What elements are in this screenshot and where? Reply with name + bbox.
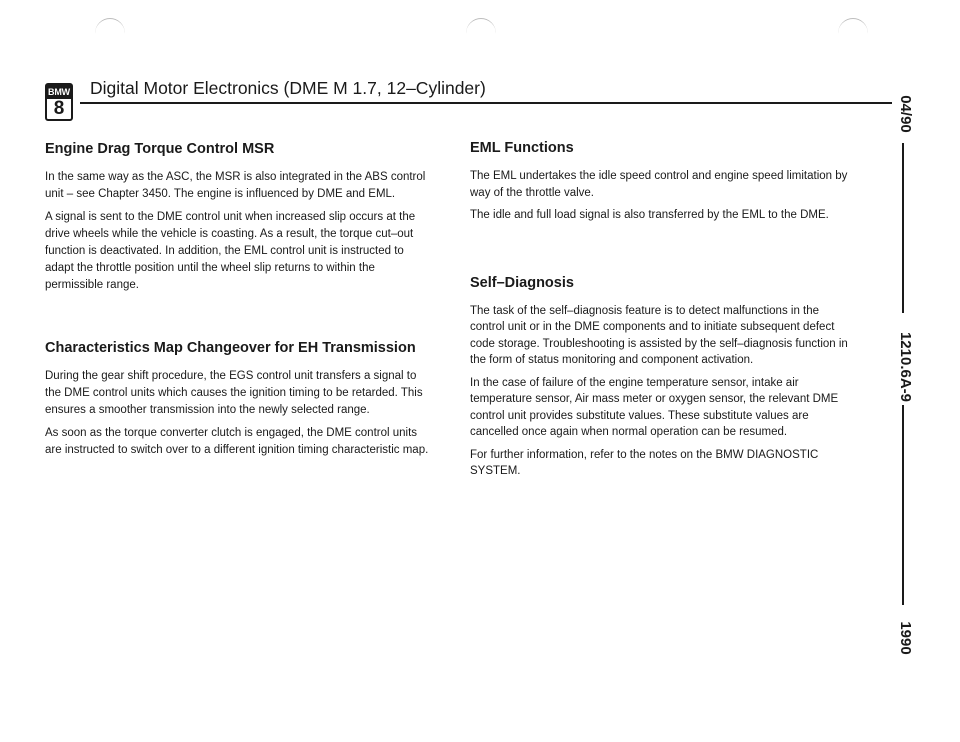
margin-date: 04/90 [897,95,914,133]
logo-number: 8 [53,98,65,119]
margin-page-code: 1210.6A-9 [897,331,914,403]
margin-rule [902,143,904,313]
paragraph: The task of the self–diagnosis feature is to detect malfunctions in the control unit or in the DME components and to initiate subsequent defect code storage. Troubleshooting is assisted by the self–diagnosis function in the form of status monitoring and component activation. [470,304,848,366]
header-divider [80,102,892,104]
scan-mark [838,18,868,49]
paragraph: A signal is sent to the DME control unit when increased slip occurs at the drive wheels while the vehicle is coasting. As a result, the torque cut–out function is deactivated. In addition, the EML control unit is instructed to adapt the throttle position until the wheel slip returns to within the permissible range. [45,211,416,291]
scan-mark [95,18,125,49]
margin-year: 1990 [897,621,914,655]
section-heading-map-changeover: Characteristics Map Changeover for EH Transmission [45,340,416,356]
section-heading-msr: Engine Drag Torque Control MSR [45,141,275,157]
paragraph: For further information, refer to the notes on the BMW DIAGNOSTIC SYSTEM. [470,448,819,477]
paragraph: During the gear shift procedure, the EGS control unit transfers a signal to the DME control units which causes the ignition timing to be retarded. This ensures a smoother transmission into the newly selected range. [45,370,423,416]
scan-mark [466,18,496,49]
paragraph: The EML undertakes the idle speed control and engine speed limitation by way of the throttle valve. [470,170,848,199]
right-column [470,140,855,486]
logo-brand: BMW [48,87,70,97]
paragraph: In the case of failure of the engine temperature sensor, intake air temperature sensor, Air mass meter or oxygen sensor, the relevant DME control unit provides substitute values. These substitute values are cancelled once again when normal operation can be resumed. [470,376,839,438]
margin-rule [902,405,904,605]
left-column [45,141,430,465]
page-title: Digital Motor Electronics (DME M 1.7, 12–Cylinder) [90,78,486,98]
section-heading-eml: EML Functions [470,140,574,156]
paragraph: As soon as the torque converter clutch is engaged, the DME control units are instructed to switch over to a different ignition timing characteristic map. [45,427,429,456]
paragraph: In the same way as the ASC, the MSR is also integrated in the ABS control unit – see Chapter 3450. The engine is influenced by DME and EML. [45,171,426,200]
paragraph: The idle and full load signal is also transferred by the EML to the DME. [470,209,829,221]
section-heading-self-diagnosis: Self–Diagnosis [470,274,574,291]
bmw-logo [45,83,73,121]
